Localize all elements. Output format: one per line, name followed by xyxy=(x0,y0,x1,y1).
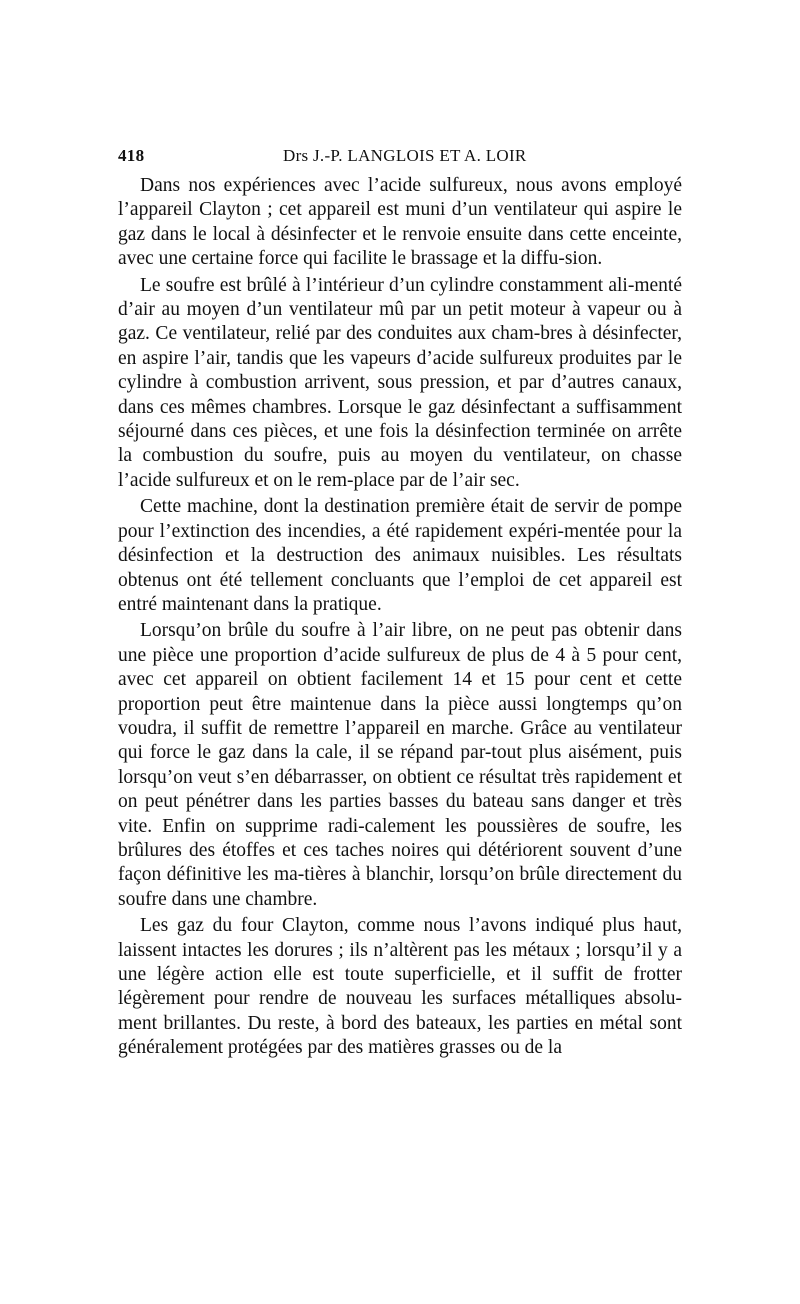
paragraph-5: Les gaz du four Clayton, comme nous l’avons indiqué plus haut, laissent intactes les dorures ; ils n’altèrent pas les métaux ; lorsqu’il y a une légère action elle est toute superficielle, et il suffit de frotter légèrement pour rendre de nouveau les surfaces métalliques absolu-ment brillantes. Du reste, à bord des bateaux, les parties en métal sont généralement protégées par des matières grasses ou de la xyxy=(118,915,682,1059)
paragraph-4: Lorsqu’on brûle du soufre à l’air libre, on ne peut pas obtenir dans une pièce une proportion d’acide sulfureux de plus de 4 à 5 pour cent, avec cet appareil on obtient facilement 14 et 15 pour cent et cette proportion peut être maintenue dans la pièce aussi longtemps qu’on voudra, il suffit de remettre l’appareil en marche. Grâce au ventilateur qui force le gaz dans la cale, il se répand par-tout plus aisément, puis lorsqu’on veut s’en débarrasser, on obtient ce résultat très rapidement et on peut pénétrer dans les parties basses du bateau sans danger et très vite. Enfin on supprime radi-calement les poussières de soufre, les brûlures des étoffes et ces taches noires qui détériorent souvent d’une façon définitive les ma-tières à blanchir, lorsqu’on brûle directement du soufre dans une chambre. xyxy=(118,620,682,910)
body-text xyxy=(118,174,682,1063)
paragraph-1: Dans nos expériences avec l’acide sulfureux, nous avons employé l’appareil Clayton ; cet appareil est muni d’un ventilateur qui aspire le gaz dans le local à désinfecter et le renvoie ensuite dans cette enceinte, avec une certaine force qui facilite le brassage et la diffu-sion. xyxy=(118,175,682,270)
paragraph-3: Cette machine, dont la destination première était de servir de pompe pour l’extinction des incendies, a été rapidement expéri-mentée pour la désinfection et la destruction des animaux nuisibles. Les résultats obtenus ont été tellement concluants que l’emploi de cet appareil est entré maintenant dans la pratique. xyxy=(118,496,682,615)
running-title: Drs J.-P. LANGLOIS ET A. LOIR xyxy=(283,146,527,165)
page-number: 418 xyxy=(118,146,145,165)
page-header xyxy=(118,146,683,170)
paragraph-2: Le soufre est brûlé à l’intérieur d’un cylindre constamment ali-menté d’air au moyen d’un ventilateur mû par un petit moteur à vapeur ou à gaz. Ce ventilateur, relié par des conduites aux cham-bres à désinfecter, en aspire l’air, tandis que les vapeurs d’acide sulfureux produites par le cylindre à combustion arrivent, sous pression, et par d’autres canaux, dans ces mêmes chambres. Lorsque le gaz désinfectant a suffisamment séjourné dans ces pièces, et une fois la désinfection terminée on arrête la combustion du soufre, puis au moyen du ventilateur, on chasse l’acide sulfureux et on le rem-place par de l’air sec. xyxy=(118,274,682,491)
